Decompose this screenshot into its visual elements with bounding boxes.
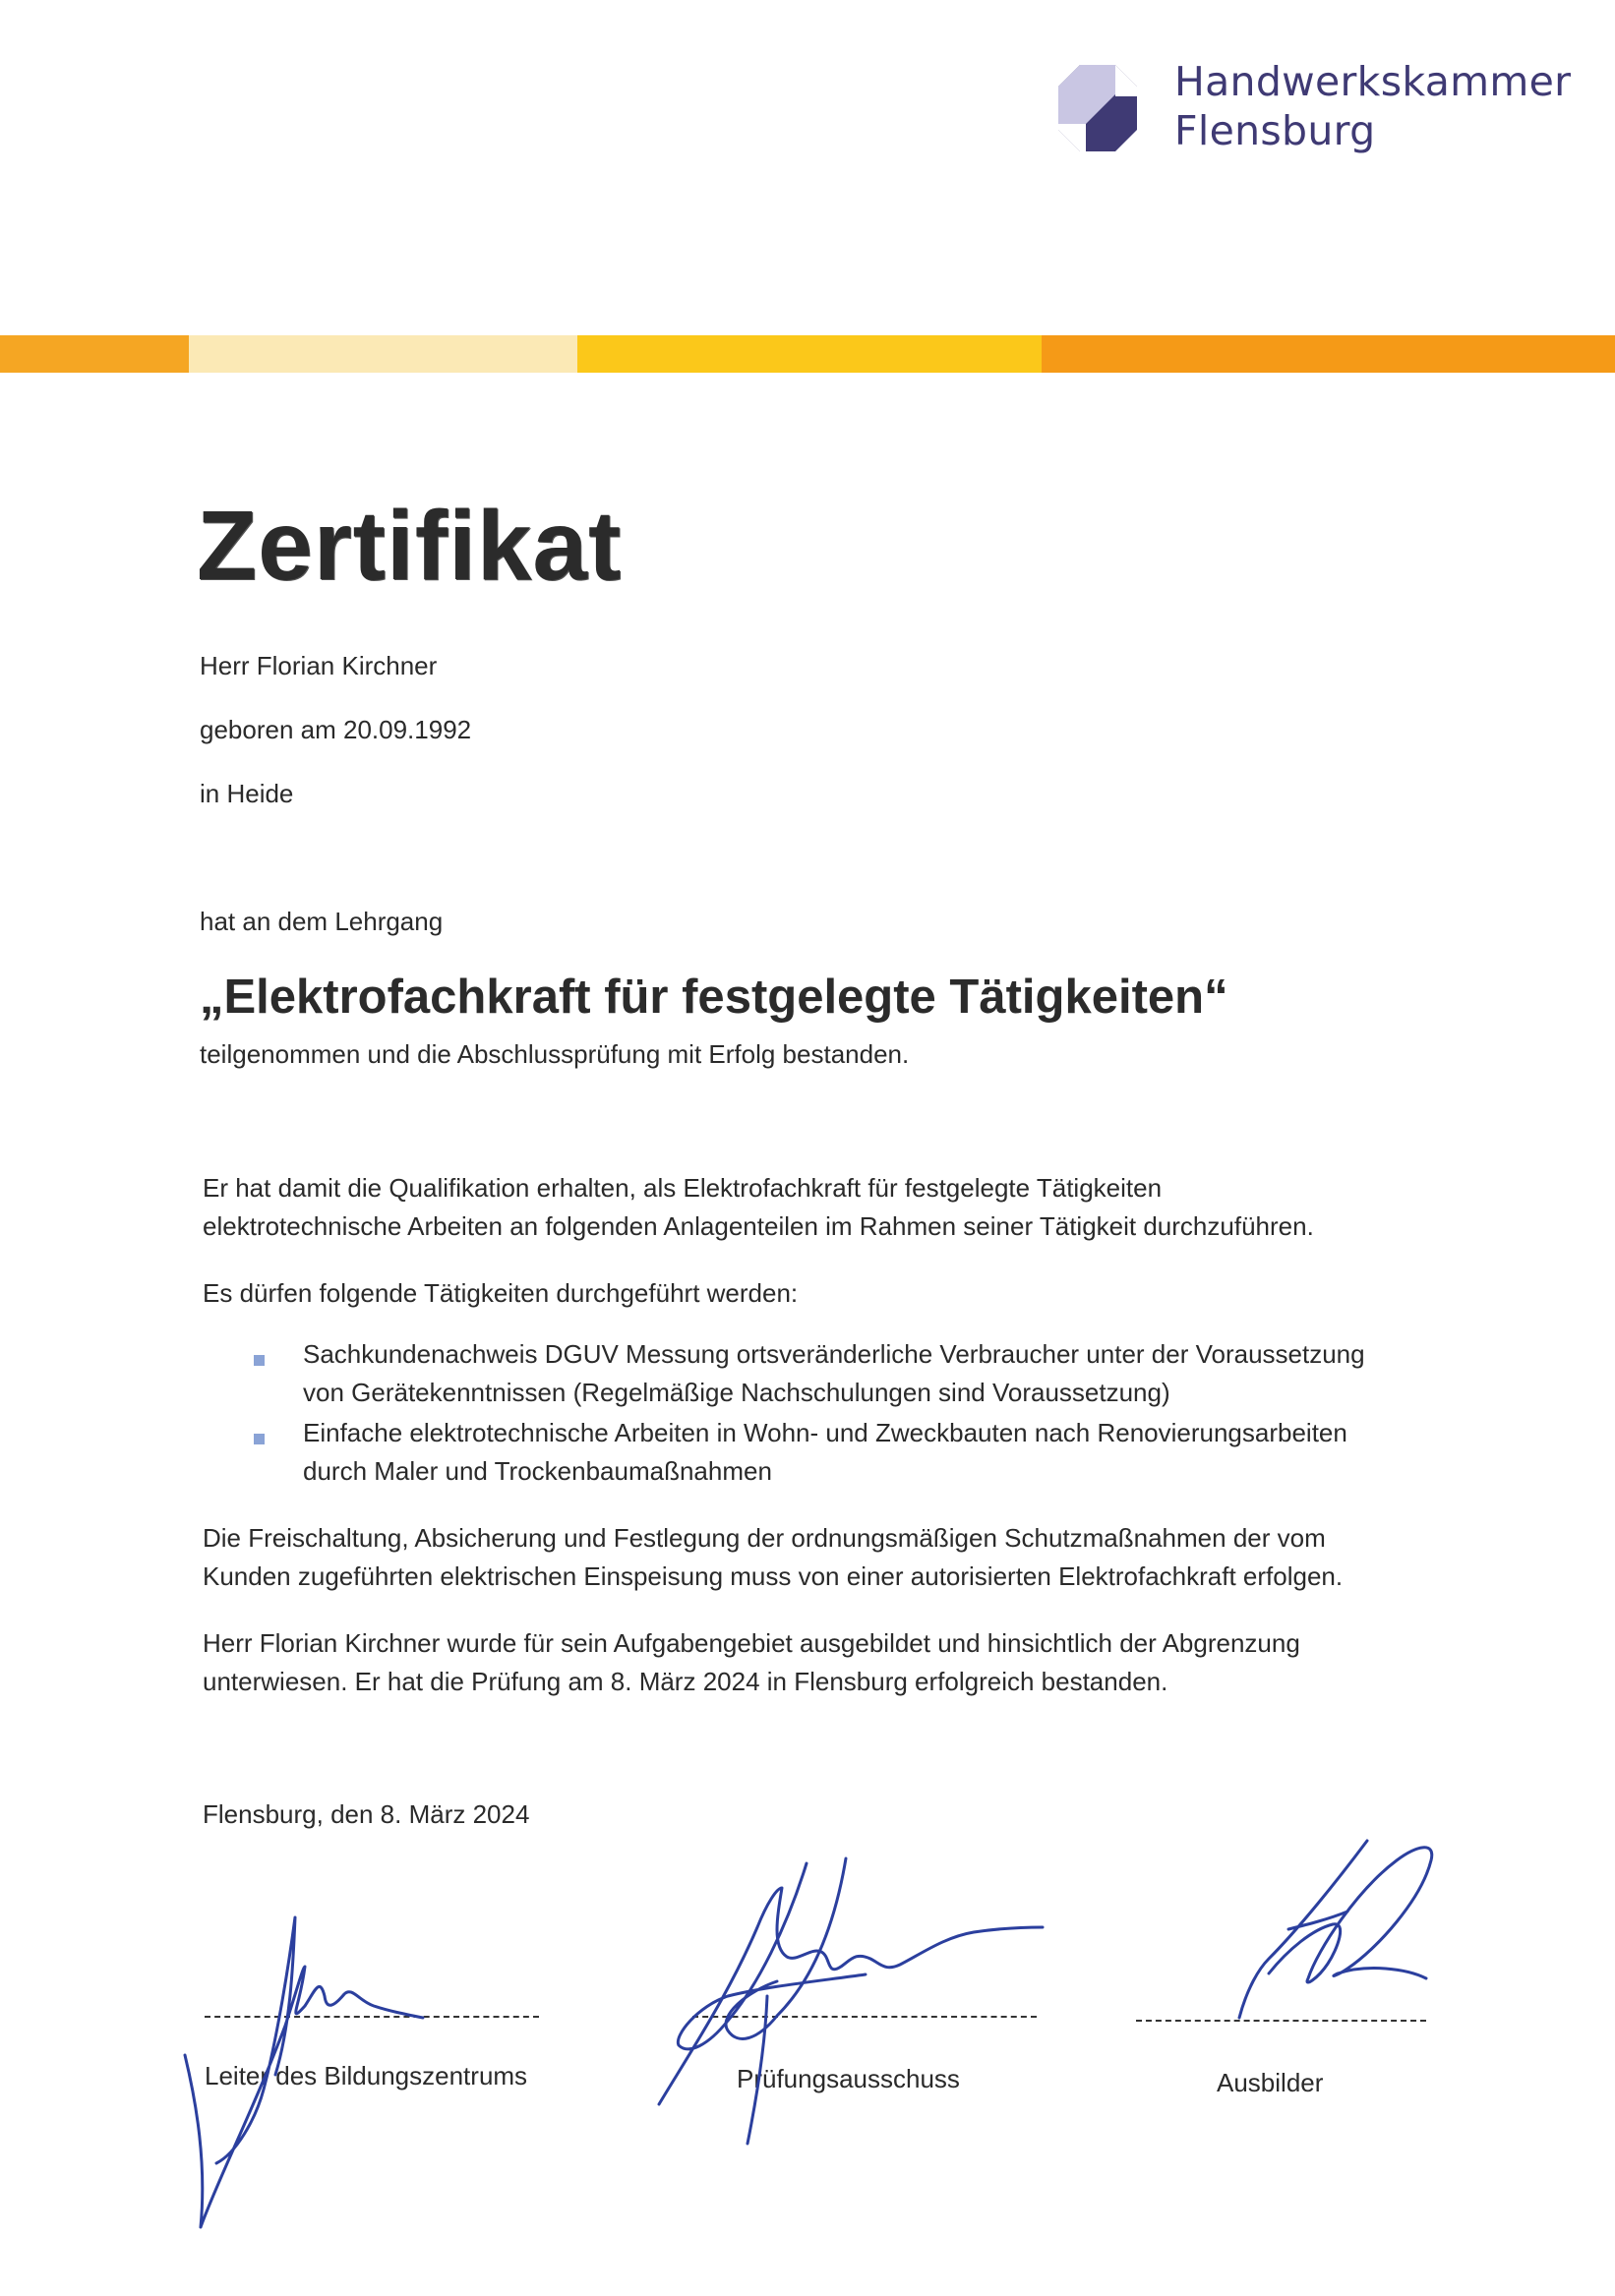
band-segment-4 [1042,335,1615,373]
disclaimer-paragraph [203,1519,1481,1596]
org-name-line2: Flensburg [1174,107,1376,154]
person-birthplace: in Heide [200,779,294,808]
course-result: teilgenommen und die Abschlussprüfung mit Erfolg bestanden. [200,1039,910,1069]
training-paragraph [203,1624,1481,1701]
activity-2-line1: Einfache elektrotechnische Arbeiten in Wohn- und Zweckbauten nach Renovierungsarbeiten [303,1418,1347,1447]
handwritten-signature-2 [649,1849,1062,2163]
band-segment-3 [577,335,1042,373]
signature-label-trainer: Ausbilder [1217,2068,1324,2097]
activities-list [254,1335,1483,1493]
bullet-square-icon [254,1434,265,1444]
disclaimer-line2: Kunden zugeführten elektrischen Einspeisung muss von einer autorisierten Elektrofachkraft erfolgen. [203,1561,1344,1591]
color-band [0,335,1615,373]
document-title: Zertifikat [197,491,623,601]
qualification-paragraph [203,1169,1481,1246]
activities-intro: Es dürfen folgende Tätigkeiten durchgeführt werden: [203,1278,799,1308]
list-item [254,1335,1483,1412]
org-name [1174,57,1571,155]
person-birthdate: geboren am 20.09.1992 [200,715,472,744]
signature-label-director: Leiter des Bildungszentrums [205,2061,528,2090]
org-logo [1056,57,1615,165]
person-name: Herr Florian Kirchner [200,651,438,680]
place-date: Flensburg, den 8. März 2024 [203,1799,530,1829]
band-segment-2 [189,335,577,373]
activity-2-line2: durch Maler und Trockenbaumaßnahmen [303,1456,772,1486]
hwk-octagon-logo-icon [1056,63,1139,153]
bullet-square-icon [254,1355,265,1366]
signature-label-exam-board: Prüfungsausschuss [737,2064,960,2093]
training-line2: unterwiesen. Er hat die Prüfung am 8. März 2024 in Flensburg erfolgreich bestanden. [203,1667,1168,1696]
activity-1-line2: von Gerätekenntnissen (Regelmäßige Nachschulungen sind Voraussetzung) [303,1378,1170,1407]
qualification-line2: elektrotechnische Arbeiten an folgenden Anlagenteilen im Rahmen seiner Tätigkeit durchzuführen. [203,1211,1314,1241]
course-name: „Elektrofachkraft für festgelegte Tätigkeiten“ [200,971,1228,1024]
list-item [254,1414,1483,1491]
qualification-line1: Er hat damit die Qualifikation erhalten, als Elektrofachkraft für festgelegte Tätigkeiten [203,1173,1163,1203]
handwritten-signature-3 [1220,1831,1446,2028]
training-line1: Herr Florian Kirchner wurde für sein Aufgabengebiet ausgebildet und hinsichtlich der Abgrenzung [203,1628,1300,1658]
disclaimer-line1: Die Freischaltung, Absicherung und Festlegung der ordnungsmäßigen Schutzmaßnahmen der vom [203,1523,1326,1553]
handwritten-signature-1 [177,1908,452,2232]
course-intro: hat an dem Lehrgang [200,907,444,936]
activity-1-line1: Sachkundenachweis DGUV Messung ortsveränderliche Verbraucher unter der Voraussetzung [303,1339,1365,1369]
org-name-line1: Handwerkskammer [1174,58,1572,105]
band-segment-1 [0,335,189,373]
